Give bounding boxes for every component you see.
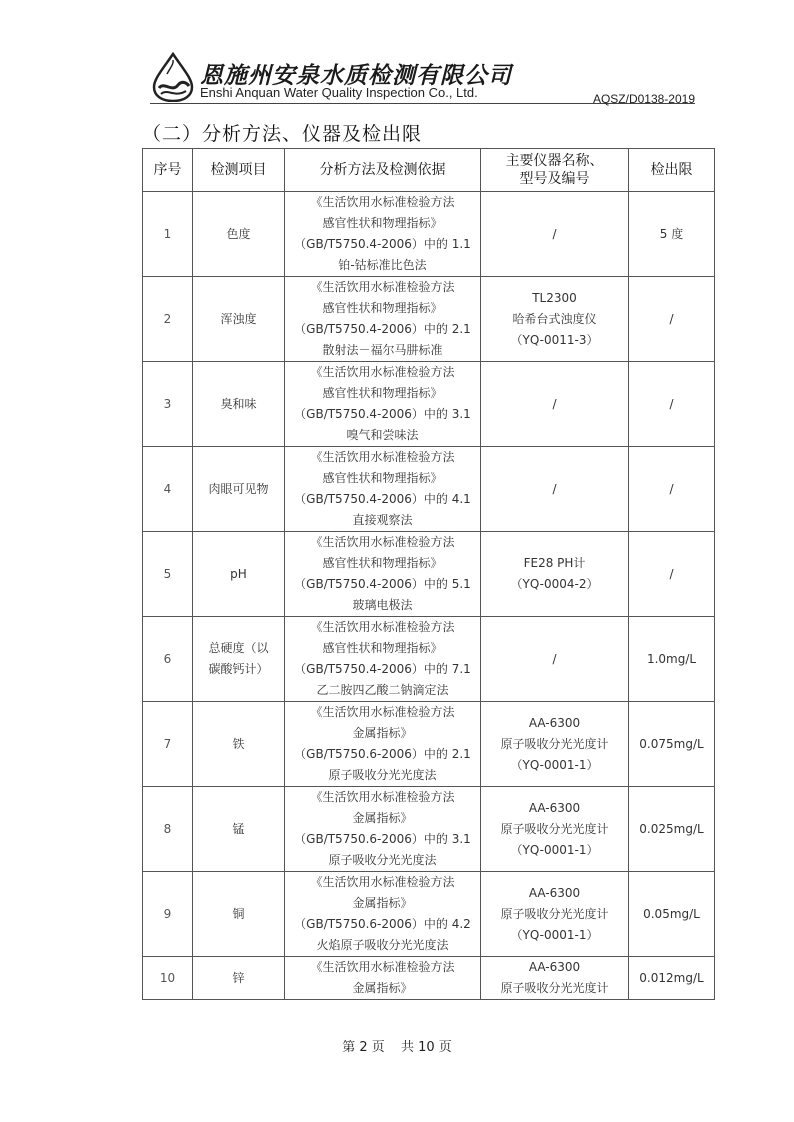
cell-detection-limit: 0.025mg/L (629, 787, 715, 872)
instrument-line: AA-6300 (528, 715, 581, 730)
cell-index: 6 (143, 617, 193, 702)
table-row (143, 872, 715, 957)
company-name-english: Enshi Anquan Water Quality Inspection Co., Ltd. (200, 85, 478, 100)
table-row (143, 617, 715, 702)
method-line: 《生活饮用水标准检验方法 (310, 960, 455, 974)
cell-detection-limit: 0.05mg/L (629, 872, 715, 957)
cell-instrument (481, 192, 629, 277)
header-limit: 检出限 (629, 149, 715, 192)
item-line: 总硬度（以 (208, 641, 269, 655)
page-total: 共 10 页 (400, 1040, 452, 1055)
instrument-line: （YQ-0001-1） (510, 757, 599, 772)
cell-detection-limit: / (629, 532, 715, 617)
header-method: 分析方法及检测依据 (285, 149, 481, 192)
method-line: 《生活饮用水标准检验方法 (310, 195, 455, 209)
cell-instrument (481, 532, 629, 617)
cell-detection-limit: / (629, 447, 715, 532)
instrument-line: / (552, 481, 557, 496)
method-line: 感官性状和物理指标》 (322, 301, 443, 315)
table-row (143, 362, 715, 447)
header-item: 检测项目 (193, 149, 285, 192)
table-header-row (143, 149, 715, 192)
instrument-line: TL2300 (532, 290, 577, 305)
instrument-line: 原子吸收分光光度计 (500, 981, 609, 995)
method-line: 《生活饮用水标准检验方法 (310, 705, 455, 719)
cell-instrument (481, 277, 629, 362)
cell-instrument (481, 362, 629, 447)
cell-detection-limit: 1.0mg/L (629, 617, 715, 702)
cell-index: 5 (143, 532, 193, 617)
cell-item (193, 872, 285, 957)
item-line: 铜 (232, 906, 245, 921)
instrument-line: （YQ-0001-1） (510, 842, 599, 857)
instrument-line: / (552, 651, 557, 666)
cell-index: 2 (143, 277, 193, 362)
method-line: （GB/T5750.4-2006）中的 5.1 (294, 577, 471, 591)
instrument-line: 原子吸收分光光度计 (500, 736, 609, 751)
cell-item (193, 277, 285, 362)
cell-method (285, 617, 481, 702)
header-instrument-line2: 型号及编号 (519, 171, 590, 187)
cell-method (285, 957, 481, 1000)
cell-index: 9 (143, 872, 193, 957)
cell-detection-limit: 5 度 (629, 192, 715, 277)
cell-item (193, 192, 285, 277)
page-number: 第 2 页 (342, 1040, 385, 1055)
cell-instrument (481, 872, 629, 957)
cell-detection-limit: / (629, 277, 715, 362)
cell-item (193, 532, 285, 617)
analysis-methods-table (142, 148, 715, 1000)
instrument-line: FE28 PH计 (523, 556, 586, 570)
method-line: 嗅气和尝味法 (346, 428, 419, 442)
cell-item (193, 617, 285, 702)
instrument-line: AA-6300 (528, 960, 581, 974)
method-line: 《生活饮用水标准检验方法 (310, 535, 455, 549)
cell-instrument (481, 447, 629, 532)
method-line: 感官性状和物理指标》 (322, 641, 443, 655)
cell-instrument (481, 617, 629, 702)
item-line: pH (230, 566, 247, 581)
cell-index: 7 (143, 702, 193, 787)
method-line: （GB/T5750.4-2006）中的 4.1 (294, 492, 471, 506)
table-row (143, 787, 715, 872)
method-line: （GB/T5750.6-2006）中的 2.1 (294, 747, 471, 761)
method-line: 铂-钴标准比色法 (338, 258, 427, 272)
method-line: 感官性状和物理指标》 (322, 216, 443, 230)
cell-instrument (481, 787, 629, 872)
table-row (143, 447, 715, 532)
method-line: 火焰原子吸收分光光度法 (316, 938, 449, 952)
instrument-line: （YQ-0004-2） (510, 577, 599, 591)
cell-method (285, 872, 481, 957)
instrument-line: AA-6300 (528, 885, 581, 900)
cell-detection-limit: 0.075mg/L (629, 702, 715, 787)
page-footer (0, 1036, 794, 1055)
cell-index: 4 (143, 447, 193, 532)
method-line: 《生活饮用水标准检验方法 (310, 620, 455, 634)
method-line: 《生活饮用水标准检验方法 (310, 365, 455, 379)
cell-index: 1 (143, 192, 193, 277)
item-line: 锰 (232, 821, 245, 836)
item-line: 铁 (232, 736, 245, 751)
method-line: 金属指标》 (352, 896, 413, 910)
cell-index: 8 (143, 787, 193, 872)
table-row (143, 277, 715, 362)
method-line: 直接观察法 (352, 513, 413, 527)
method-line: 感官性状和物理指标》 (322, 556, 443, 570)
method-line: （GB/T5750.4-2006）中的 2.1 (294, 322, 471, 336)
table-row (143, 702, 715, 787)
instrument-line: AA-6300 (528, 800, 581, 815)
cell-instrument (481, 702, 629, 787)
header-index: 序号 (143, 149, 193, 192)
item-line: 肉眼可见物 (208, 481, 269, 496)
method-line: （GB/T5750.6-2006）中的 3.1 (294, 832, 471, 846)
method-line: 散射法－福尔马肼标准 (322, 343, 443, 357)
cell-method (285, 787, 481, 872)
cell-item (193, 787, 285, 872)
item-line: 臭和味 (220, 396, 257, 411)
method-line: 《生活饮用水标准检验方法 (310, 450, 455, 464)
cell-method (285, 192, 481, 277)
method-line: 原子吸收分光光度法 (328, 768, 437, 782)
item-line: 锌 (232, 970, 245, 985)
method-line: 《生活饮用水标准检验方法 (310, 790, 455, 804)
instrument-line: 原子吸收分光光度计 (500, 906, 609, 921)
instrument-line: / (552, 396, 557, 411)
method-line: 原子吸收分光光度法 (328, 853, 437, 867)
cell-detection-limit: 0.012mg/L (629, 957, 715, 1000)
method-line: （GB/T5750.4-2006）中的 7.1 (294, 662, 471, 676)
table-row (143, 192, 715, 277)
instrument-line: （YQ-0001-1） (510, 927, 599, 942)
cell-method (285, 362, 481, 447)
method-line: （GB/T5750.6-2006）中的 4.2 (294, 917, 471, 931)
cell-index: 3 (143, 362, 193, 447)
header-instrument-line1: 主要仪器名称、 (505, 153, 604, 169)
cell-item (193, 702, 285, 787)
instrument-line: 哈希台式浊度仪 (512, 311, 597, 326)
item-line: 色度 (226, 226, 251, 241)
method-line: 金属指标》 (352, 811, 413, 825)
method-line: 《生活饮用水标准检验方法 (310, 875, 455, 889)
item-line: 碳酸钙计） (208, 662, 269, 676)
cell-detection-limit: / (629, 362, 715, 447)
cell-instrument (481, 957, 629, 1000)
table-body (143, 192, 715, 1000)
instrument-line: / (552, 226, 557, 241)
instrument-line: 原子吸收分光光度计 (500, 821, 609, 836)
cell-item (193, 447, 285, 532)
cell-item (193, 957, 285, 1000)
cell-method (285, 277, 481, 362)
method-line: 感官性状和物理指标》 (322, 386, 443, 400)
item-line: 浑浊度 (220, 311, 257, 326)
method-line: 金属指标》 (352, 726, 413, 740)
method-line: （GB/T5750.4-2006）中的 1.1 (294, 237, 471, 251)
cell-index: 10 (143, 957, 193, 1000)
cell-method (285, 447, 481, 532)
method-line: 玻璃电极法 (352, 598, 413, 612)
water-drop-logo-icon (150, 52, 196, 102)
cell-method (285, 532, 481, 617)
method-line: 《生活饮用水标准检验方法 (310, 280, 455, 294)
section-heading: （二）分析方法、仪器及检出限 (142, 123, 423, 145)
method-line: （GB/T5750.4-2006）中的 3.1 (294, 407, 471, 421)
instrument-line: （YQ-0011-3） (510, 332, 599, 347)
table-row (143, 532, 715, 617)
document-number: AQSZ/D0138-2019 (592, 92, 695, 106)
method-line: 感官性状和物理指标》 (322, 471, 443, 485)
company-name-chinese: 恩施州安泉水质检测有限公司 (200, 62, 512, 89)
table-row (143, 957, 715, 1000)
cell-item (193, 362, 285, 447)
header-instrument (481, 149, 629, 192)
method-line: 金属指标》 (352, 981, 413, 995)
cell-method (285, 702, 481, 787)
method-line: 乙二胺四乙酸二钠滴定法 (316, 683, 449, 697)
